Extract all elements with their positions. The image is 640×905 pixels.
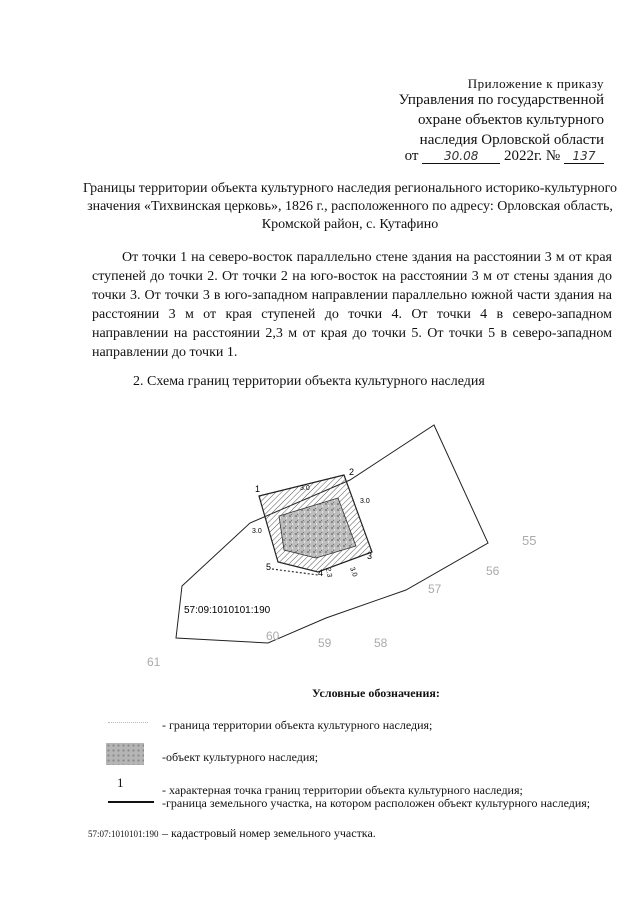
header-line-1: Приложение к приказу [467,76,604,91]
legend-item-cadastral-number: – кадастровый номер земельного участка. [162,826,376,840]
distance-label-5-1: 3.0 [252,528,262,535]
distance-label-3: 3.0 [348,566,359,578]
point-label-1: 1 [255,484,261,494]
distance-label-4-5: 2.3 [324,567,333,578]
point-label-4: 4 [318,568,324,578]
legend-item-territory-boundary: - граница территории объекта культурного наследия; [162,718,433,732]
parcel-label-61: 61 [147,655,161,669]
legend-item-heritage-object: -объект культурного наследия; [162,750,319,764]
parcel-label-56: 56 [486,564,500,578]
point-label-2: 2 [349,467,355,477]
parcel-label-58: 58 [374,636,388,650]
legend-item-land-parcel: -граница земельного участка, на котором расположен объект культурного наследия; [162,796,591,810]
header-line-3: охране объектов культурного [417,112,604,128]
header-line-4: наследия Орловской области [419,132,604,148]
header-line-2: Управления по государственной [398,92,604,108]
parcel-label-57: 57 [428,582,442,596]
boundary-scheme-map [0,400,640,680]
legend-cadastral-sample: 57:07:1010101:190 [88,829,159,839]
order-number: 137 [564,149,604,164]
year-text: 2022г. № [503,148,561,164]
distance-label-2-3: 3.0 [360,498,370,505]
order-date: 30.08 [422,149,500,164]
legend-land-parcel-symbol [108,801,154,803]
legend-item-characteristic-point: - характерная точка границ территории объекта культурного наследия; [162,783,523,797]
parcel-label-60: 60 [266,629,280,643]
section-title: 2. Схема границ территории объекта культурного наследия [133,374,485,389]
document-title: Границы территории объекта культурного наследия регионального историко-культурного значения «Тихвинская церковь», 1826 г., расположенного по адресу: Орловская область, Кромской район, с. Кутафино [82,181,618,232]
legend-title: Условные обозначения: [312,686,440,700]
distance-label-1-2: 3.0 [300,485,310,492]
parcel-label-59: 59 [318,636,332,650]
date-prefix: от [404,148,419,164]
order-date-line [405,146,604,166]
legend-heritage-object-symbol [106,743,144,765]
point-label-5: 5 [266,562,272,572]
legend-point-symbol: 1 [117,775,124,790]
point-label-3: 3 [367,551,373,561]
boundary-description: От точки 1 на северо-восток параллельно стене здания на расстоянии 3 м от края ступеней до точки 2. От точки 2 на юго-восток на расстоянии 3 м от стены здания до точки 3. От точки 3 в юго-западном направлении параллельно южной части здания на расстоянии 3 м от края ступеней до точки 4. От точки 4 в северо-западном направлении на расстоянии 2,3 м от края до точки 5. От точки 5 в северо-западном направлении до точки 1. [92,250,612,360]
cadastral-number: 57:09:1010101:190 [184,605,271,616]
parcel-label-55: 55 [522,533,537,548]
legend-territory-boundary-symbol [108,722,148,725]
